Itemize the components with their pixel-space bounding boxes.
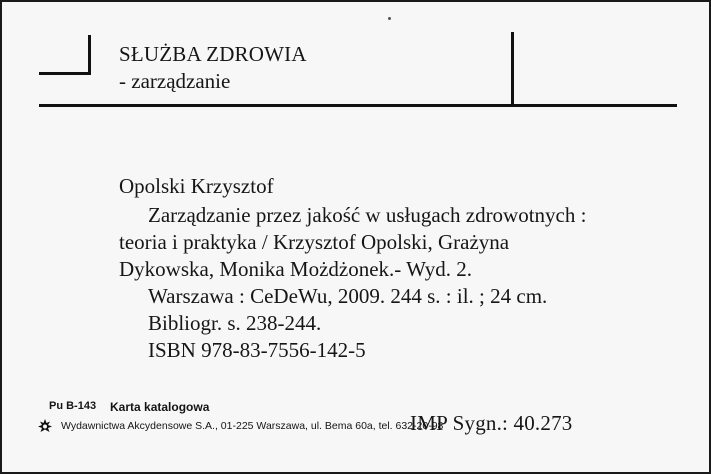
form-code: Pu B-143: [49, 400, 97, 412]
frame-divider-line: [39, 104, 677, 107]
publisher-logo-icon: [37, 418, 53, 434]
frame-corner-horizontal-line: [39, 72, 91, 75]
bibliography-note: Bibliogr. s. 238-244.: [148, 311, 322, 335]
frame-corner-vertical-line: [88, 35, 91, 75]
frame-right-vertical-line: [511, 32, 514, 106]
subject-heading: SŁUŻBA ZDROWIA: [119, 42, 307, 66]
author-entry: Opolski Krzysztof: [119, 174, 274, 198]
form-name: Karta katalogowa: [110, 400, 210, 414]
title-line-2: teoria i praktyka / Krzysztof Opolski, Grażyna: [119, 230, 510, 254]
title-line-1: Zarządzanie przez jakość w usługach zdrowotnych :: [148, 203, 587, 227]
imprint-line: Warszawa : CeDeWu, 2009. 244 s. : il. ; 24 cm.: [148, 284, 548, 308]
title-line-3: Dykowska, Monika Możdżonek.- Wyd. 2.: [119, 257, 472, 281]
call-number: IMP Sygn.: 40.273: [410, 411, 573, 435]
subject-subheading: - zarządzanie: [119, 69, 231, 93]
dust-speck: [388, 17, 391, 20]
publisher-line: Wydawnictwa Akcydensowe S.A., 01-225 Warszawa, ul. Bema 60a, tel. 632-20-98: [61, 420, 444, 432]
isbn-line: ISBN 978-83-7556-142-5: [148, 338, 366, 362]
